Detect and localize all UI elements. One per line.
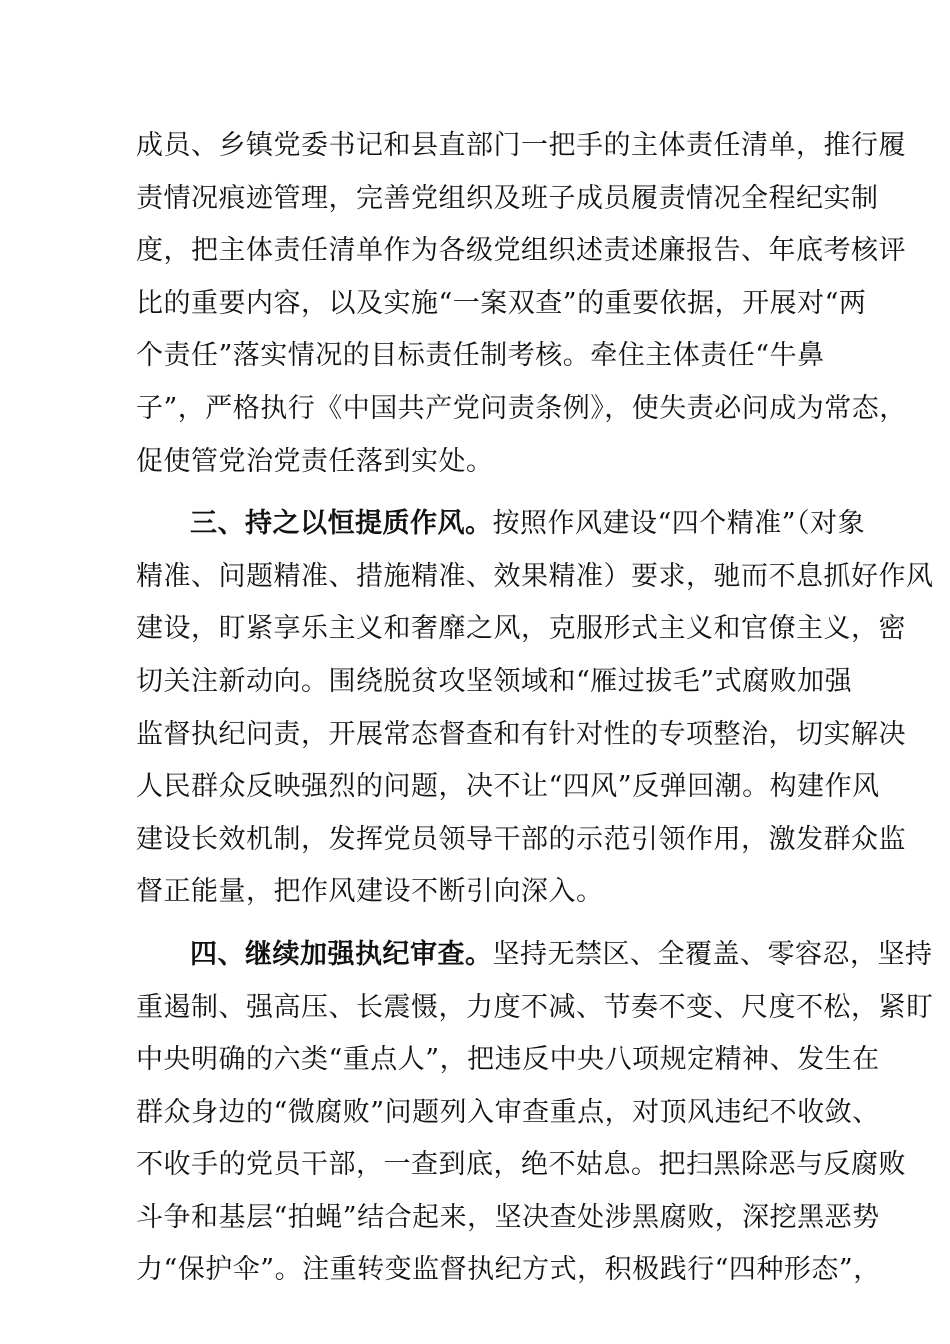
paragraph-line: 建设，盯紧享乐主义和奢靡之风，克服形式主义和官僚主义，密 [136,613,906,645]
paragraph-line: 切关注新动向。围绕脱贫攻坚领域和“雁过拔毛”式腐败加强 [136,665,853,697]
paragraph-line: 督正能量，把作风建设不断引向深入。 [136,876,604,908]
paragraph-line: 中央明确的六类“重点人”，把违反中央八项规定精神、发生在 [136,1044,880,1076]
paragraph-line: 重遏制、强高压、长震慑，力度不减、节奏不变、尺度不松，紧盯 [136,991,934,1023]
paragraph-line: 人民群众反映强烈的问题，决不让“四风”反弹回潮。构建作风 [136,771,880,803]
document-body [136,120,934,1297]
paragraph-first-line [136,498,866,551]
section-heading-3: 三、持之以恒提质作风。 [190,508,493,540]
paragraph-first-line [136,929,933,982]
paragraph-line: 斗争和基层“拍蝇”结合起来，坚决查处涉黑腐败，深挖黑恶势 [136,1201,880,1233]
paragraph-line: 群众身边的“微腐败”问题列入审查重点，对顶风违纪不收敛、 [136,1096,880,1128]
paragraph-text: 坚持无禁区、全覆盖、零容忍，坚持 [492,938,933,970]
paragraph-line: 监督执纪问责，开展常态督查和有针对性的专项整治，切实解决 [136,718,906,750]
paragraph-text: 按照作风建设“四个精准”（对象 [492,508,866,540]
paragraph-line: 力“保护伞”。注重转变监督执纪方式，积极践行“四种形态”， [136,1254,881,1286]
paragraph-gap [136,919,836,929]
paragraph-1 [136,120,907,488]
paragraph-line: 促使管党治党责任落到实处。 [136,445,494,477]
paragraph-line: 个责任”落实情况的目标责任制考核。牵住主体责任“牛鼻 [136,340,825,372]
paragraph-line: 成员、乡镇党委书记和县直部门一把手的主体责任清单，推行履 [136,130,906,161]
paragraph-2 [136,498,934,919]
paragraph-line: 建设长效机制，发挥党员领导干部的示范引领作用，激发群众监 [136,823,906,855]
paragraph-line: 不收手的党员干部，一查到底，绝不姑息。把扫黑除恶与反腐败 [136,1149,906,1181]
paragraph-line: 比的重要内容，以及实施“一案双查”的重要依据，开展对“两 [136,287,867,319]
paragraph-gap [136,488,836,498]
section-heading-4: 四、继续加强执纪审查。 [190,938,493,970]
paragraph-3 [136,929,934,1297]
paragraph-line: 责情况痕迹管理，完善党组织及班子成员履责情况全程纪实制 [136,182,879,214]
paragraph-line: 度，把主体责任清单作为各级党组织述责述廉报告、年底考核评 [136,235,906,267]
paragraph-line: 子”，严格执行《中国共产党问责条例》，使失责必问成为常态， [136,392,907,424]
paragraph-line: 精准、问题精准、措施精准、效果精准）要求，驰而不息抓好作风 [136,560,934,592]
